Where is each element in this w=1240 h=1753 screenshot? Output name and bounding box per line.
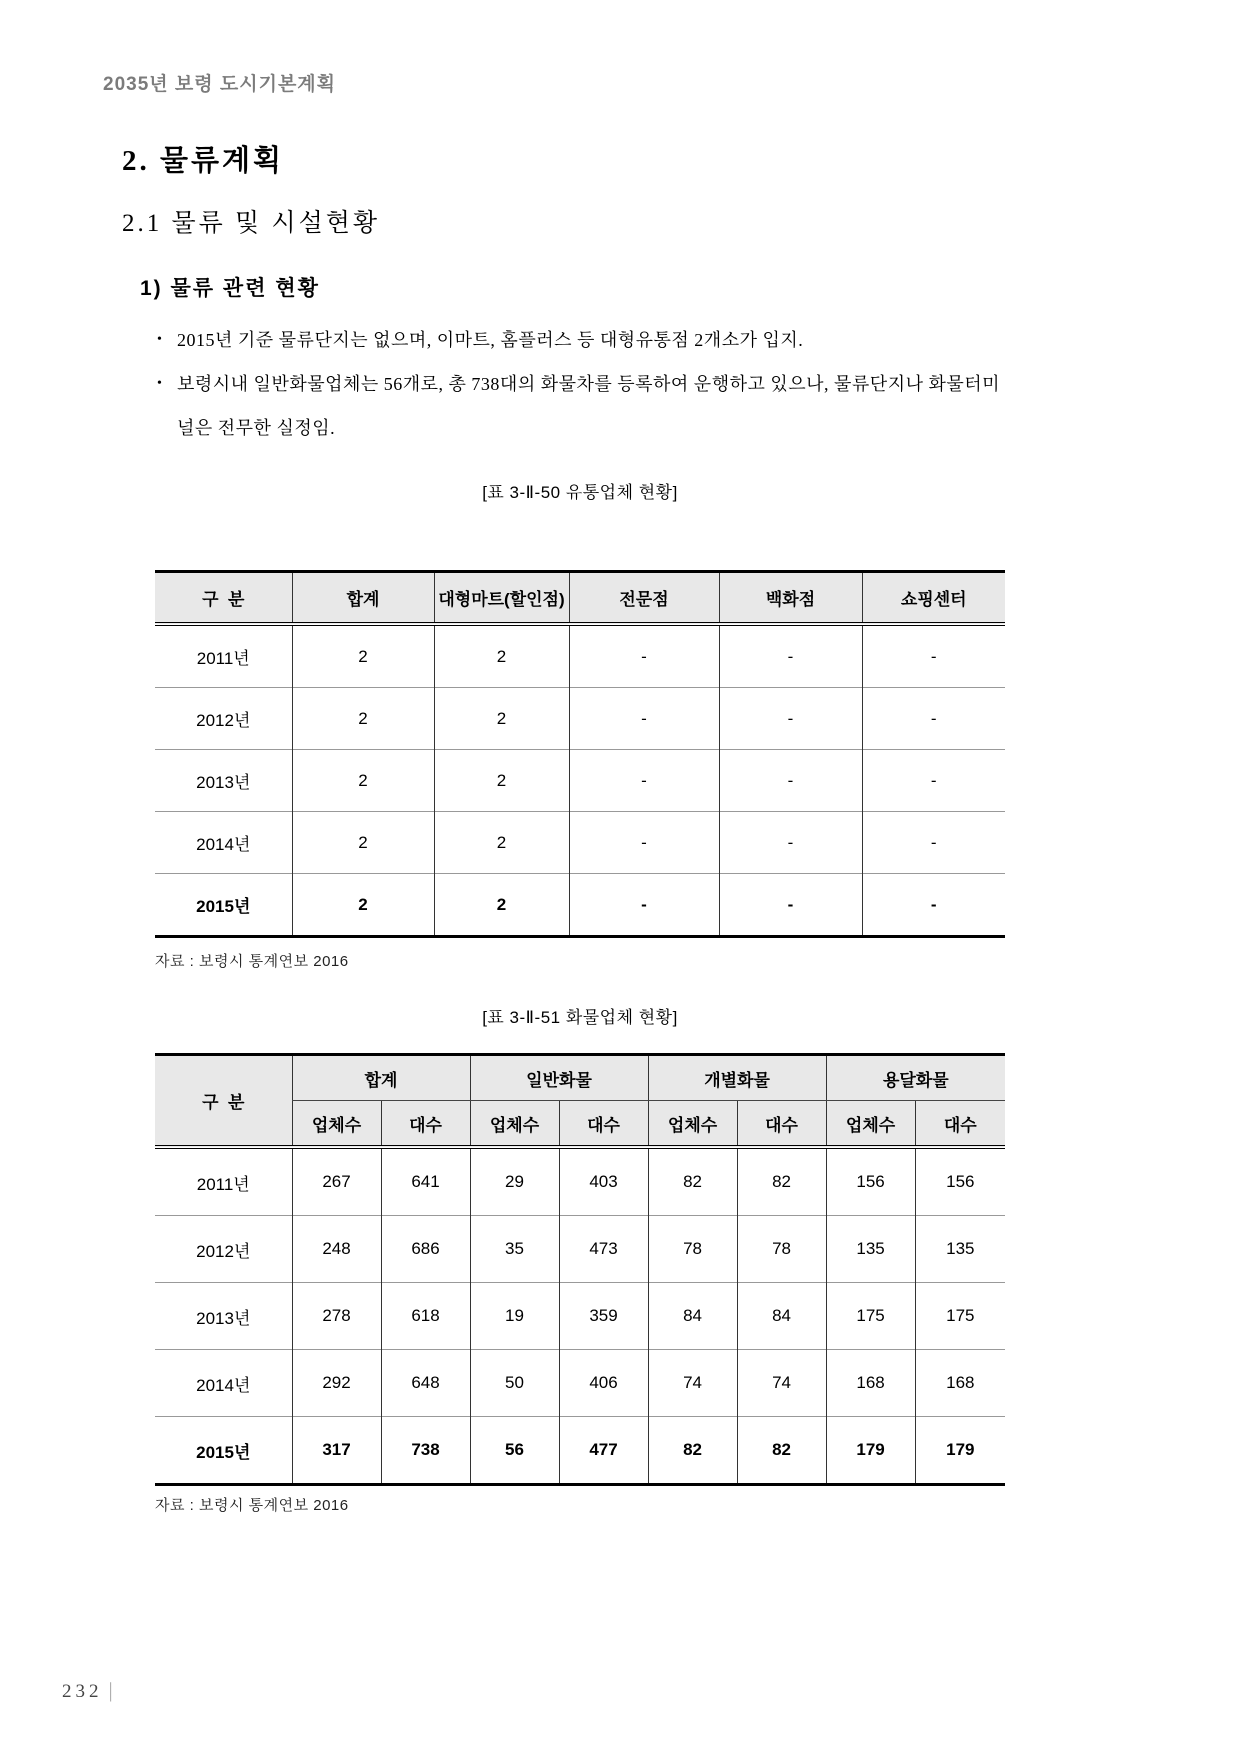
distribution-companies-table (155, 570, 1005, 938)
table-cell: 477 (559, 1417, 648, 1485)
section-heading: 2. 물류계획 (122, 145, 285, 177)
table-cell: 135 (915, 1216, 1005, 1283)
table-cell: - (719, 874, 862, 937)
table-cell: 29 (470, 1147, 559, 1216)
table1-caption: [표 3-Ⅱ-50 유통업체 현황] (482, 483, 678, 502)
table-cell: - (719, 750, 862, 812)
table-cell: 2 (292, 874, 434, 937)
table-cell: 135 (826, 1216, 915, 1283)
row-year-label: 2012년 (155, 688, 292, 750)
row-year-label: 2015년 (155, 1417, 292, 1485)
table-cell: 406 (559, 1350, 648, 1417)
table-cell: 168 (826, 1350, 915, 1417)
table2-sub-header: 업체수 (648, 1101, 737, 1148)
table-cell: 2 (292, 688, 434, 750)
table-cell: 82 (737, 1147, 826, 1216)
table-cell: 2 (434, 812, 569, 874)
table-cell: 317 (292, 1417, 381, 1485)
table2-sub-header: 업체수 (826, 1101, 915, 1148)
table-cell: 82 (648, 1147, 737, 1216)
table-cell: 74 (737, 1350, 826, 1417)
table-cell: 179 (915, 1417, 1005, 1485)
table-cell: 156 (915, 1147, 1005, 1216)
table-cell: 56 (470, 1417, 559, 1485)
table-cell: - (862, 874, 1005, 937)
table-cell: 278 (292, 1283, 381, 1350)
table-row (155, 1216, 1005, 1283)
table-cell: 641 (381, 1147, 470, 1216)
table2-group-header-row (155, 1055, 1005, 1101)
table-cell: 35 (470, 1216, 559, 1283)
row-year-label: 2011년 (196, 1174, 250, 1194)
item-heading: 1) 물류 관련 현황 (140, 277, 320, 300)
table-cell: 403 (559, 1147, 648, 1216)
table2-sub-header: 대수 (559, 1101, 648, 1148)
table-cell: - (569, 750, 719, 812)
bullet-list (155, 318, 1017, 450)
table-row (155, 1147, 1005, 1216)
table-cell: 292 (292, 1350, 381, 1417)
table1-header-row (155, 572, 1005, 625)
table-cell: 738 (381, 1417, 470, 1485)
table-cell: 618 (381, 1283, 470, 1350)
table1-col-header: 쇼핑센터 (862, 572, 1005, 625)
table2-sub-header: 업체수 (292, 1101, 381, 1148)
table-cell: - (719, 688, 862, 750)
table-cell: 84 (648, 1283, 737, 1350)
row-year-label: 2014년 (155, 1350, 292, 1417)
table2-source: 자료 : 보령시 통계연보 2016 (155, 1497, 349, 1514)
page-number-value: 232 (62, 1681, 103, 1702)
table-row (155, 1417, 1005, 1485)
table-cell: - (719, 812, 862, 874)
table-cell: 2 (434, 874, 569, 937)
table1-col-header: 구 분 (155, 572, 292, 625)
table-cell: 74 (648, 1350, 737, 1417)
table-cell: 359 (559, 1283, 648, 1350)
page-number-separator: | (108, 1678, 117, 1702)
row-year-label: 2014년 (155, 812, 292, 874)
table-cell: 2 (292, 624, 434, 688)
table-cell: 2 (434, 750, 569, 812)
table-cell: 648 (381, 1350, 470, 1417)
table2-row-header: 구 분 (155, 1055, 292, 1148)
table1-col-header: 전문점 (569, 572, 719, 625)
table1-col-header: 대형마트(할인점) (434, 572, 569, 625)
table1-col-header: 합계 (292, 572, 434, 625)
table-cell: 82 (648, 1417, 737, 1485)
table2-group-header: 용달화물 (826, 1055, 1005, 1101)
row-year-label: 2015년 (155, 874, 292, 937)
table-cell: 84 (737, 1283, 826, 1350)
table-cell: 78 (648, 1216, 737, 1283)
table2-sub-header: 업체수 (470, 1101, 559, 1148)
table-cell: 156 (826, 1147, 915, 1216)
table2-group-header: 개별화물 (648, 1055, 826, 1101)
table2-caption: [표 3-Ⅱ-51 화물업체 현황] (482, 1008, 678, 1027)
table-cell: - (569, 812, 719, 874)
table-row (155, 624, 1005, 688)
page-number (62, 1678, 117, 1703)
table-row (155, 812, 1005, 874)
table-cell: 2 (292, 750, 434, 812)
table1-source: 자료 : 보령시 통계연보 2016 (155, 953, 349, 970)
table-cell: - (862, 750, 1005, 812)
table-cell: 175 (826, 1283, 915, 1350)
row-year-label: 2011년 (196, 649, 250, 668)
table2-sub-header: 대수 (915, 1101, 1005, 1148)
table-cell: - (719, 624, 862, 688)
table-cell: - (569, 688, 719, 750)
table1-col-header: 백화점 (719, 572, 862, 625)
table-cell: 179 (826, 1417, 915, 1485)
table-cell: 19 (470, 1283, 559, 1350)
freight-companies-table (155, 1053, 1005, 1486)
table-row (155, 688, 1005, 750)
table-cell: 78 (737, 1216, 826, 1283)
table2-group-header: 일반화물 (470, 1055, 648, 1101)
table2-sub-header: 대수 (737, 1101, 826, 1148)
table-cell: 2 (434, 688, 569, 750)
row-year-label: 2013년 (155, 1283, 292, 1350)
bullet-item: • 2015년 기준 물류단지는 없으며, 이마트, 홈플러스 등 대형유통점 2개소가 입지. (155, 318, 1017, 362)
table-cell: 473 (559, 1216, 648, 1283)
table-row (155, 750, 1005, 812)
table-cell: 50 (470, 1350, 559, 1417)
table-cell: 175 (915, 1283, 1005, 1350)
document-header: 2035년 보령 도시기본계획 (103, 74, 337, 95)
table-cell: 2 (292, 812, 434, 874)
table-cell: 82 (737, 1417, 826, 1485)
table-cell: - (569, 874, 719, 937)
subsection-heading: 2.1 물류 및 시설현황 (122, 210, 381, 237)
table-cell: - (569, 624, 719, 688)
table-cell: 168 (915, 1350, 1005, 1417)
row-year-label: 2013년 (155, 750, 292, 812)
bullet-item: • 보령시내 일반화물업체는 56개로, 총 738대의 화물차를 등록하여 운행하고 있으나, 물류단지나 화물터미널은 전무한 실정임. (155, 362, 1017, 450)
table-cell: - (862, 812, 1005, 874)
table-cell: - (862, 688, 1005, 750)
table-cell: 686 (381, 1216, 470, 1283)
table-row (155, 874, 1005, 937)
table-cell: 267 (292, 1147, 381, 1216)
table-row (155, 1283, 1005, 1350)
table2-sub-header: 대수 (381, 1101, 470, 1148)
table2-group-header: 합계 (292, 1055, 470, 1101)
table-cell: 2 (434, 624, 569, 688)
table-cell: - (862, 624, 1005, 688)
table-row (155, 1350, 1005, 1417)
table-cell: 248 (292, 1216, 381, 1283)
row-year-label: 2012년 (155, 1216, 292, 1283)
